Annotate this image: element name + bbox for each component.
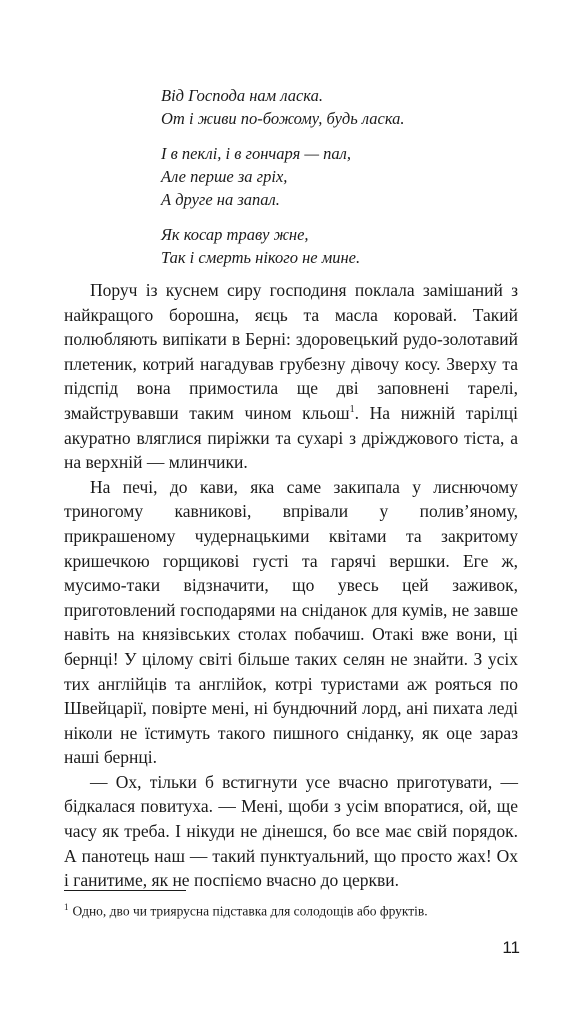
paragraph-text: . На нижній тарілці акуратно вляглися пиріжки та сухарі з дріжджового тіста, а на верхній — млинчики. [64,402,518,473]
poem-line: Але перше за гріх, [161,167,288,186]
poem-stanza [161,84,541,130]
poem-line: Так і смерть нікого не мине. [161,248,361,267]
footnote [64,898,524,921]
footnote-text: Одно, дво чи триярусна підставка для солодощів або фруктів. [72,903,428,919]
paragraph: На печі, до кави, яка саме закипала у лиснючому триногому кавникові, впрівали у полив’яному, прикрашеному чудернацькими квітами та закритому кришечкою горщикові густі та гарячі вершки. Еге ж, мусимо-таки відзначити, що увесь цей заживок, приготовлений господарями на сніданок для кумів, не завше навіть на князівських столах побачиш. Отакі вже вони, ці бернці! У цілому світі більше таких селян не знайти. З усіх тих англійців та англійок, котрі туристами аж рояться по Швейцарії, повірте мені, ні бундючний лорд, ані пихата леді ніколи не їстимуть такого пишного сніданку, як оце зараз наші бернці. [64,476,518,768]
poem-line: От і живи по-божому, будь ласка. [161,109,405,128]
paragraph: — Ох, тільки б встигнути усе вчасно приготувати, — бідкалася повитуха. — Мені, щоби з усім впоратися, ой, ще часу як треба. І нікуди не дінешся, бо все має свій порядок. А панотець наш — такий пунктуальний, що просто жах! Ох і ганитиме, як не поспіємо вчасно до церкви. [64,771,518,891]
page-number: 11 [502,938,520,957]
poem-line: І в пеклі, і в гончаря — пал, [161,144,351,163]
poem-epigraph [161,84,541,281]
paragraph [64,278,518,475]
poem-stanza [161,142,541,211]
footnote-mark: 1 [64,902,69,912]
poem-line: Як косар траву жне, [161,225,309,244]
paragraph-text: Поруч із куснем сиру господиня поклала замішаний з найкращого борошна, яєць та масла коровай. Такий полюбляють випікати в Берні: здоровецький рудо-золотавий плетеник, котрий нагадував грубезну дівочу косу. Зверху та підспід вона примостила ще дві заповнені тарелі, змайструвавши таким чином кльош [64,280,518,423]
poem-stanza [161,223,541,269]
footnote-divider [64,890,186,891]
footnote-reference: 1 [349,404,355,416]
poem-line: Від Господа нам ласка. [161,86,323,105]
poem-line: А друге на запал. [161,190,280,209]
body-text [64,278,518,893]
